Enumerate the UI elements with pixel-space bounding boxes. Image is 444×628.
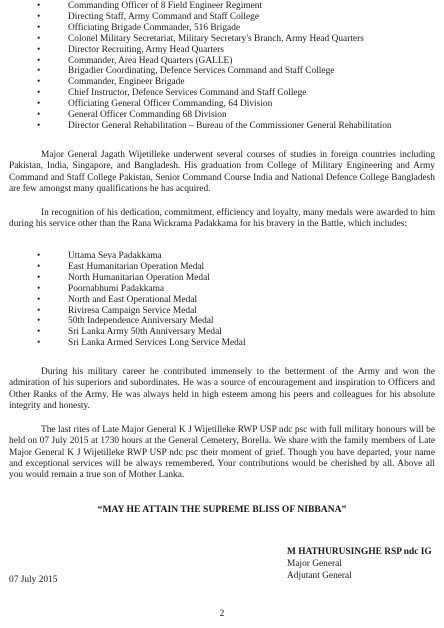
medal-item: • East Humanitarian Operation Medal [37, 262, 427, 273]
document-date: 07 July 2015 [9, 575, 58, 585]
medal-item: • Sri Lanka Army 50th Anniversary Medal [37, 327, 427, 338]
motto-heading: “MAY HE ATTAIN THE SUPREME BLISS OF NIBBANA” [97, 504, 347, 515]
career-item: • Commander, Area Head Quarters (GALLE) [37, 56, 427, 67]
signature-block [287, 546, 432, 582]
medal-item: • 50th Independence Anniversary Medal [37, 316, 427, 327]
signatory-rank: Major General [287, 559, 342, 569]
medal-item: • Riviresa Campaign Service Medal [37, 306, 427, 317]
career-item: • Brigadier Coordinating, Defence Services Command and Staff College [37, 66, 427, 77]
career-item: • Directing Staff, Army Command and Staff College [37, 12, 427, 23]
studies-paragraph: Major General Jagath Wijetilleke underwent several courses of studies in foreign countries including Pakistan, India, Singapore, and Bangladesh. His graduation from College of Military Engineering and Army Command and Staff College Pakistan, Senior Command Course India and National Defence College Bangladesh are few amongst many qualifications he has acquired. [9, 150, 435, 194]
career-item: • Commander, Engineer Brigade [37, 77, 427, 88]
career-item: • Officiating Brigade Commander, 516 Brigade [37, 23, 427, 34]
career-item: • Chief Instructor, Defence Services Command and Staff College [37, 88, 427, 99]
last-rites-paragraph: The last rites of Late Major General K J Wijetilleke RWP USP ndc psc with full military honours will be held on 07 July 2015 at 1730 hours at the General Cemetery, Borella. We share with the family members of Late Major General K J Wijetilleke RWP USP ndc psc their moment of grief. Though you have departed, your name and exceptional services will be always remembered. Your contributions would be cherished by all. Above all you would remain a true son of Mother Lanka. [9, 425, 435, 481]
medals-paragraph: In recognition of his dedication, commitment, efficiency and loyalty, many medals were awarded to him during his service other than the Rana Wickrama Padakkama for his bravery in the Battle, which includes: [9, 208, 435, 230]
career-item: • Director Recruiting, Army Head Quarters [37, 45, 427, 56]
page-number: 2 [219, 609, 225, 619]
signatory-name: M HATHURUSINGHE RSP ndc IG [287, 547, 432, 557]
career-item: • Officiating General Officer Commanding, 64 Division [37, 99, 427, 110]
career-item: • Commanding Officer of 8 Field Engineer Regiment [37, 1, 427, 12]
medal-item: • Sri Lanka Armed Services Long Service Medal [37, 338, 427, 349]
career-paragraph: During his military career he contributed immensely to the betterment of the Army and won the admiration of his superiors and subordinates. He was a source of encouragement and inspiration to Officers and Other Ranks of the Army. He was always held in high esteem among his peers and colleagues for his absolute integrity and honesty. [9, 367, 435, 411]
medal-item: • North Humanitarian Operation Medal [37, 273, 427, 284]
medal-item: • Poornabhumi Padakkama [37, 284, 427, 295]
medal-item: • North and East Operational Medal [37, 295, 427, 306]
career-item: • General Officer Commanding 68 Division [37, 110, 427, 121]
signatory-title: Adjutant General [287, 571, 352, 581]
career-item: • Director General Rehabilitation – Bureau of the Commissioner General Rehabilitation [37, 121, 427, 132]
medal-item: • Uttama Seva Padakkama [37, 251, 427, 262]
career-item: • Colonel Military Secretariat, Military Secretary's Branch, Army Head Quarters [37, 34, 427, 45]
career-list [37, 1, 427, 132]
medals-list [37, 251, 427, 349]
